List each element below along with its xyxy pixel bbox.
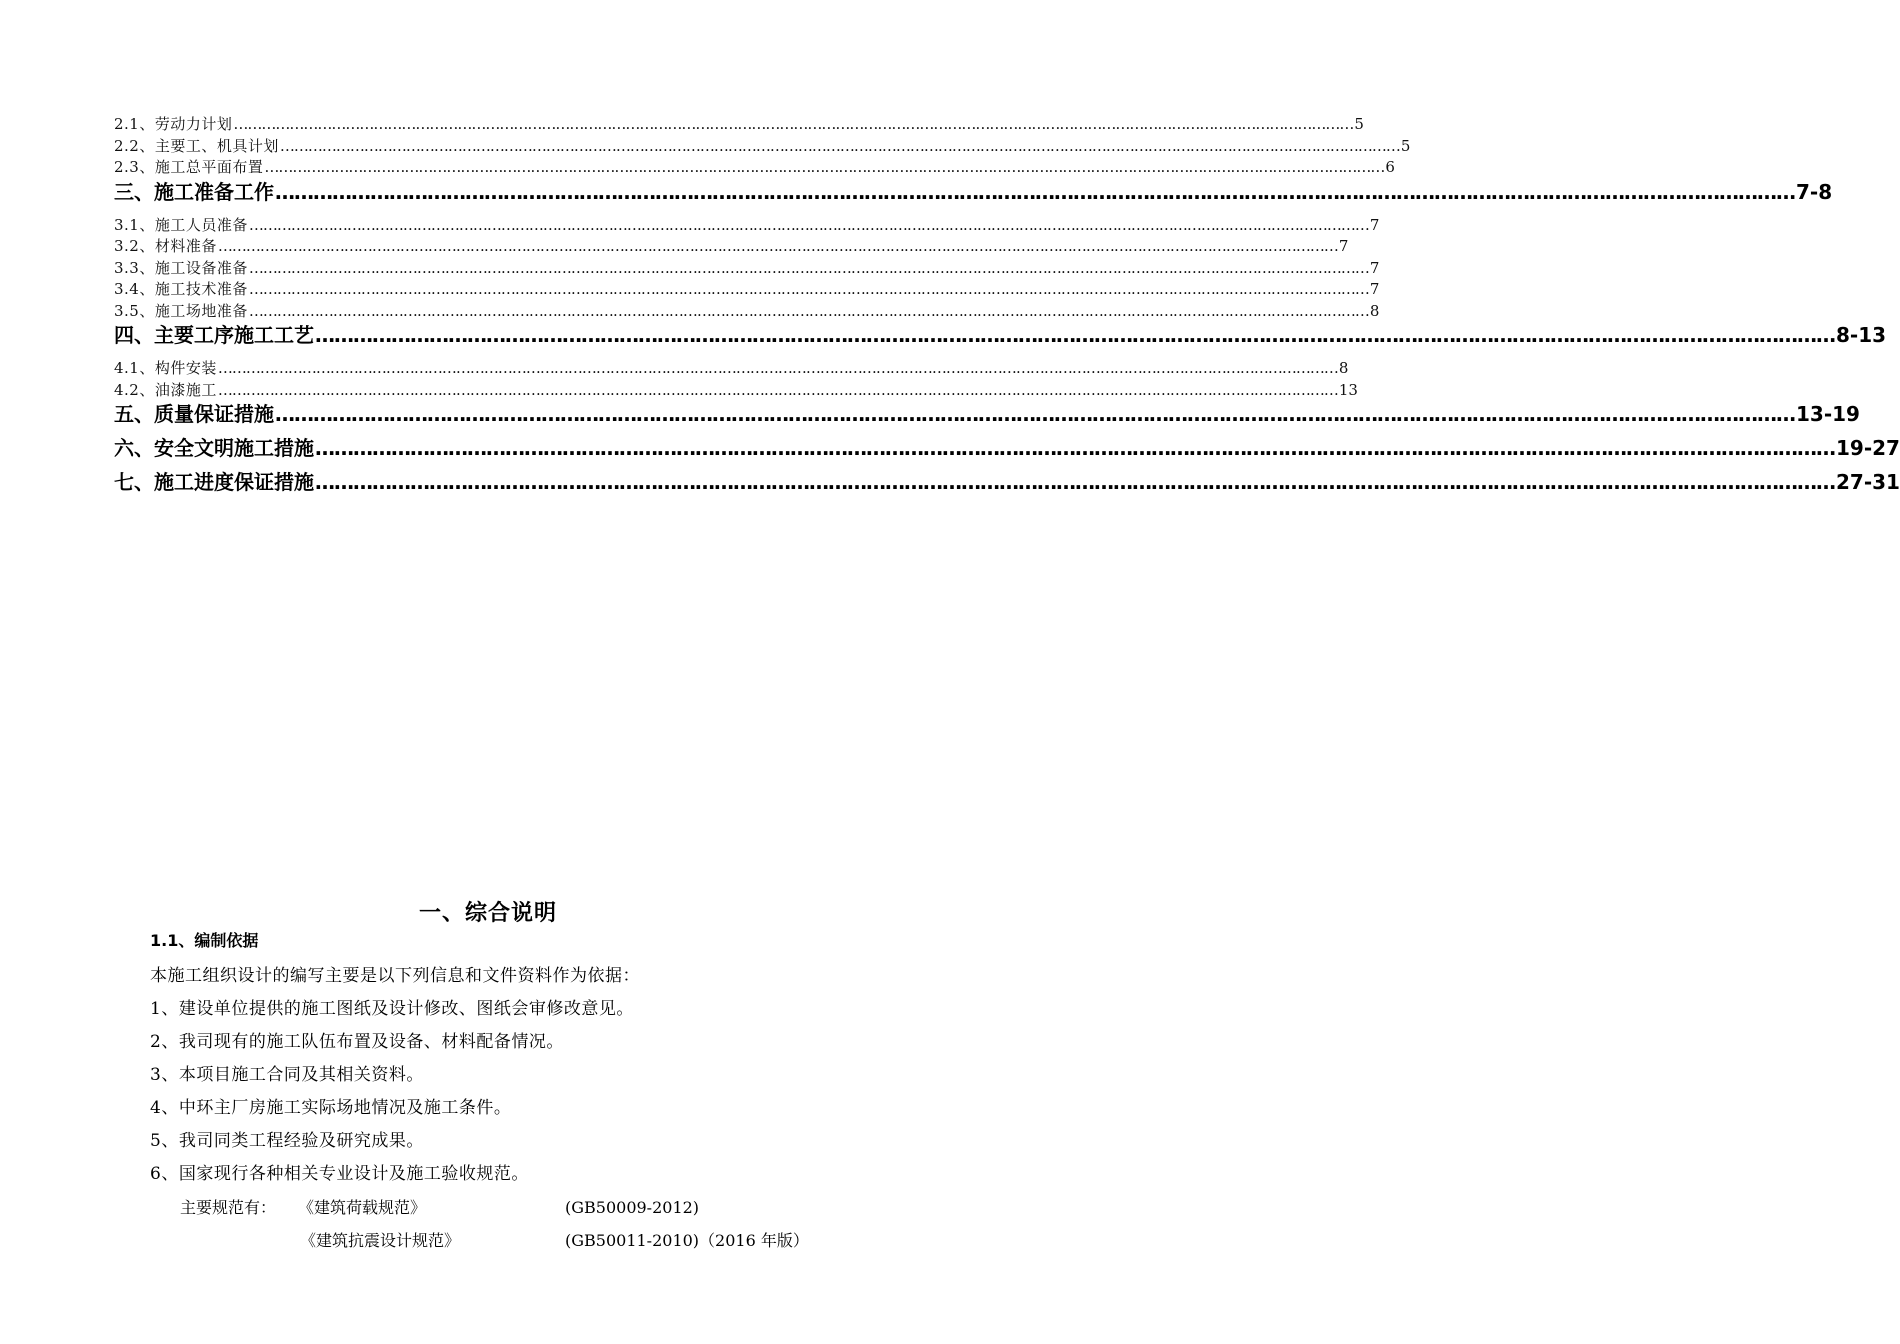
toc-entry-label: 2.1、劳动力计划	[114, 115, 233, 133]
section-body	[150, 960, 850, 1257]
toc-entry-label: 3.3、施工设备准备	[114, 258, 248, 277]
toc-entry-label: 3.4、施工技术准备	[114, 280, 248, 298]
toc-entry[interactable]	[114, 215, 1380, 237]
toc-leader-dots: ……………………………………………………………………………………………………………………………………………………………………………………………………………………	[248, 280, 1369, 298]
toc-chapter-entry[interactable]	[114, 469, 1900, 495]
toc-leader-dots: ……………………………………………………………………………………………………………………………………………………………………………………………………………………	[315, 323, 1835, 347]
toc-entry-page: 13-19	[1796, 402, 1860, 426]
toc-entry[interactable]	[114, 258, 1380, 280]
toc-entry-label: 3.1、施工人员准备	[114, 215, 248, 234]
norm-name: 《建筑抗震设计规范》	[300, 1231, 461, 1250]
norm-code: (GB50011-2010)（2016 年版）	[565, 1231, 809, 1250]
toc-entry-label: 3.2、材料准备	[114, 237, 217, 255]
body-paragraph: 1、建设单位提供的施工图纸及设计修改、图纸会审修改意见。	[150, 999, 634, 1019]
toc-entry-page: 8-13	[1836, 323, 1887, 347]
toc-entry-page: 7	[1338, 237, 1349, 255]
toc-entry-page: 7	[1369, 280, 1380, 298]
toc-chapter-entry[interactable]	[114, 322, 1887, 348]
toc-leader-dots: ……………………………………………………………………………………………………………………………………………………………………………………………………………………	[264, 158, 1385, 176]
toc-chapter-entry[interactable]	[114, 435, 1900, 461]
norm-code: (GB50009-2012)	[565, 1198, 700, 1217]
toc-entry-label: 4.2、油漆施工	[114, 380, 217, 399]
norm-row	[150, 1224, 850, 1257]
toc-chapter-entry[interactable]	[114, 179, 1833, 205]
norm-name: 《建筑荷载规范》	[298, 1198, 427, 1217]
norms-label: 主要规范有：	[180, 1198, 277, 1217]
toc-entry[interactable]	[114, 114, 1364, 136]
toc-leader-dots: ……………………………………………………………………………………………………………………………………………………………………………………………………………………	[217, 359, 1338, 377]
body-paragraph: 2、我司现有的施工队伍布置及设备、材料配备情况。	[150, 1032, 564, 1052]
table-of-contents	[114, 114, 1900, 503]
toc-entry[interactable]	[114, 236, 1349, 258]
toc-entry-label: 四、主要工序施工工艺	[114, 323, 314, 347]
toc-entry[interactable]	[114, 136, 1411, 158]
toc-entry-label: 七、施工进度保证措施	[114, 470, 314, 494]
toc-leader-dots: ……………………………………………………………………………………………………………………………………………………………………………………………………………………	[315, 470, 1835, 494]
toc-leader-dots: ……………………………………………………………………………………………………………………………………………………………………………………………………………………	[248, 215, 1369, 234]
body-paragraph: 6、国家现行各种相关专业设计及施工验收规范。	[150, 1164, 529, 1184]
toc-entry[interactable]	[114, 301, 1380, 323]
body-paragraph: 本施工组织设计的编写主要是以下列信息和文件资料作为依据：	[150, 966, 640, 986]
toc-entry-label: 4.1、构件安装	[114, 359, 217, 377]
toc-leader-dots: ……………………………………………………………………………………………………………………………………………………………………………………………………………………	[248, 301, 1369, 320]
body-paragraph: 3、本项目施工合同及其相关资料。	[150, 1065, 424, 1085]
toc-entry[interactable]	[114, 157, 1395, 179]
norm-row	[150, 1191, 850, 1224]
toc-entry-page: 7	[1369, 215, 1380, 234]
toc-leader-dots: ……………………………………………………………………………………………………………………………………………………………………………………………………………………	[217, 237, 1338, 255]
toc-leader-dots: ……………………………………………………………………………………………………………………………………………………………………………………………………………………	[275, 179, 1795, 204]
toc-chapter-entry[interactable]	[114, 401, 1860, 427]
toc-entry-page: 5	[1400, 136, 1411, 155]
toc-entry-page: 5	[1354, 115, 1364, 133]
toc-entry-page: 27-31	[1836, 470, 1900, 494]
toc-entry-page: 6	[1385, 158, 1395, 176]
body-paragraph: 5、我司同类工程经验及研究成果。	[150, 1131, 424, 1151]
toc-leader-dots: ……………………………………………………………………………………………………………………………………………………………………………………………………………………	[248, 258, 1369, 277]
body-paragraph: 4、中环主厂房施工实际场地情况及施工条件。	[150, 1098, 512, 1118]
toc-entry-page: 7	[1369, 258, 1380, 277]
toc-entry-label: 五、质量保证措施	[114, 402, 274, 426]
toc-leader-dots: ……………………………………………………………………………………………………………………………………………………………………………………………………………………	[279, 136, 1400, 155]
toc-entry-label: 2.2、主要工、机具计划	[114, 136, 279, 155]
toc-leader-dots: ……………………………………………………………………………………………………………………………………………………………………………………………………………………	[217, 380, 1338, 399]
toc-entry-page: 8	[1369, 301, 1380, 320]
toc-entry[interactable]	[114, 380, 1358, 402]
toc-leader-dots: ……………………………………………………………………………………………………………………………………………………………………………………………………………………	[233, 115, 1354, 133]
toc-entry-label: 3.5、施工场地准备	[114, 301, 248, 320]
section-title: 一、综合说明	[418, 901, 557, 926]
toc-leader-dots: ……………………………………………………………………………………………………………………………………………………………………………………………………………………	[275, 402, 1795, 426]
toc-leader-dots: ……………………………………………………………………………………………………………………………………………………………………………………………………………………	[315, 436, 1835, 460]
toc-entry-label: 六、安全文明施工措施	[114, 436, 314, 460]
toc-entry-page: 7-8	[1796, 179, 1833, 204]
subsection-heading: 1.1、编制依据	[150, 931, 259, 950]
toc-entry-page: 19-27	[1836, 436, 1900, 460]
toc-entry[interactable]	[114, 279, 1380, 301]
toc-entry-page: 8	[1338, 359, 1349, 377]
toc-entry-label: 2.3、施工总平面布置	[114, 158, 264, 176]
toc-entry-label: 三、施工准备工作	[114, 179, 274, 204]
toc-entry-page: 13	[1338, 380, 1358, 399]
toc-entry[interactable]	[114, 358, 1349, 380]
